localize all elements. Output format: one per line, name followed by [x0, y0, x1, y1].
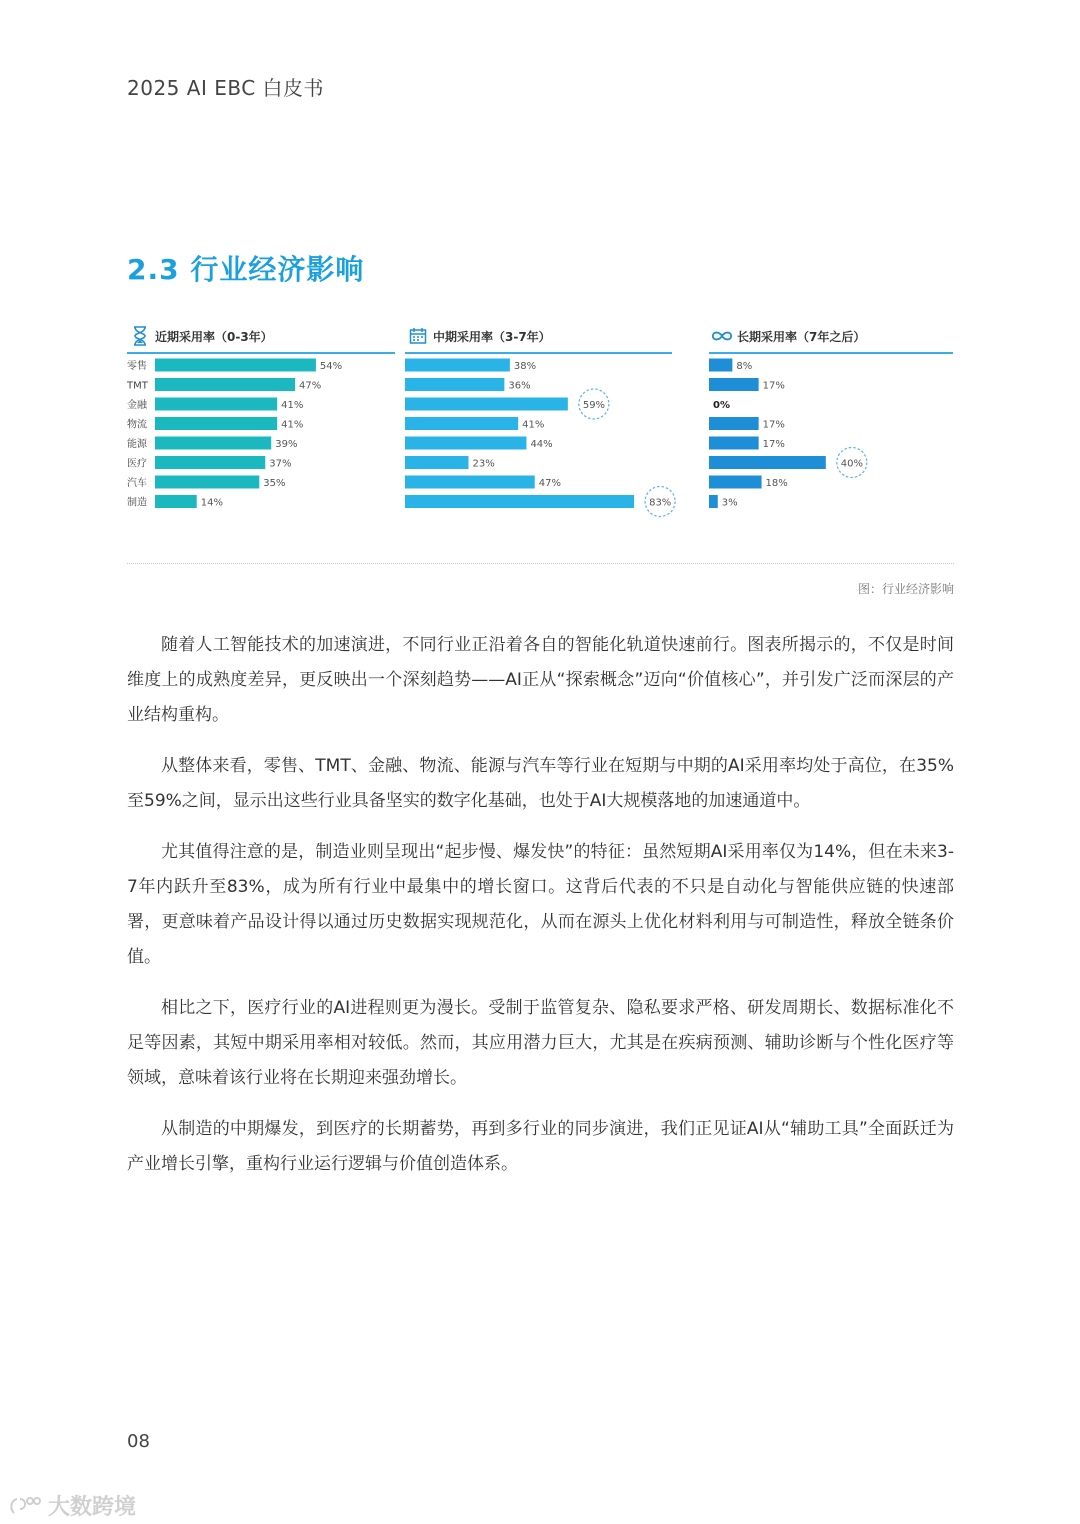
- bar-value-label: 18%: [765, 478, 788, 489]
- category-label: 金融: [127, 400, 147, 411]
- bar: [405, 378, 504, 391]
- bar: [709, 359, 732, 372]
- document-title: 2025 AI EBC 白皮书: [127, 76, 325, 100]
- bar: [405, 359, 510, 372]
- bar-value-label: 44%: [530, 439, 553, 450]
- category-label: 制造: [127, 497, 147, 509]
- bar-value-label: 35%: [263, 478, 286, 489]
- category-label: 物流: [127, 419, 147, 431]
- chart-title: 近期采用率（0-3年）: [155, 330, 273, 344]
- paragraph: 从制造的中期爆发，到医疗的长期蓄势，再到多行业的同步演进，我们正见证AI从“辅助工具”全面跃迁为产业增长引擎，重构行业运行逻辑与价值创造体系。: [127, 1119, 954, 1174]
- bar: [405, 417, 518, 430]
- page-number: 08: [127, 1431, 150, 1452]
- chart-near-term: [127, 322, 395, 509]
- bar-value-label: 37%: [269, 458, 292, 470]
- bar: [155, 417, 277, 430]
- category-label: TMT: [127, 380, 148, 392]
- bar-value-label: 47%: [299, 380, 322, 392]
- hourglass-icon: [129, 326, 151, 346]
- category-label: 医疗: [127, 458, 147, 470]
- bar-value-label: 38%: [513, 361, 537, 372]
- bar-value-label: 39%: [275, 439, 298, 450]
- chart-header: [405, 322, 672, 354]
- bar-value-label: 41%: [522, 419, 545, 431]
- bar: [709, 495, 718, 508]
- calendar-icon: [407, 326, 429, 346]
- chart-header: [709, 322, 953, 354]
- category-label: 能源: [127, 439, 147, 450]
- paragraph: 随着人工智能技术的加速演进，不同行业正沿着各自的智能化轨道快速前行。图表所揭示的，不仅是时间维度上的成熟度差异，更反映出一个深刻趋势——AI正从“探索概念”迈向“价值核心”，并引发广泛而深层的产业结构重构。: [127, 635, 954, 725]
- chart-title: 长期采用率（7年之后）: [737, 330, 866, 344]
- watermark-logo-icon: [8, 1493, 42, 1519]
- bar-value-label: 23%: [472, 458, 495, 470]
- bar: [405, 437, 526, 450]
- category-label: 汽车: [127, 478, 147, 489]
- bar: [709, 417, 759, 430]
- chart-long-term: [709, 322, 953, 509]
- chart-plot-long-term: [709, 356, 953, 516]
- bar: [155, 456, 265, 469]
- chart-title: 中期采用率（3-7年）: [433, 330, 551, 344]
- bar-value-label: 59%: [582, 400, 606, 411]
- bar-value-label: 0%: [713, 400, 730, 411]
- bar: [155, 495, 197, 508]
- bar: [709, 476, 762, 489]
- bar: [155, 378, 295, 391]
- chart-plot-near-term: [127, 356, 395, 516]
- bar: [709, 456, 826, 469]
- chart-mid-term: [405, 322, 672, 509]
- bar: [155, 359, 316, 372]
- bar: [405, 476, 535, 489]
- bar-value-label: 17%: [762, 419, 785, 431]
- bar-value-label: 36%: [508, 380, 531, 392]
- watermark: [8, 1490, 136, 1521]
- bar-value-label: 83%: [649, 497, 672, 509]
- watermark-text: 大数跨境: [48, 1495, 137, 1520]
- bar-value-label: 54%: [319, 361, 343, 372]
- paragraph: 尤其值得注意的是，制造业则呈现出“起步慢、爆发快”的特征：虽然短期AI采用率仅为14%，但在未来3-7年内跃升至83%，成为所有行业中最集中的增长窗口。这背后代表的不只是自动化与智能供应链的快速部署，更意味着产品设计得以通过历史数据实现规范化，从而在源头上优化材料利用与可制造性，释放全链条价值。: [127, 842, 954, 967]
- figure-caption: 图：行业经济影响: [857, 582, 954, 596]
- bar: [405, 398, 568, 411]
- bar-value-label: 47%: [538, 478, 561, 489]
- bar-value-label: 3%: [721, 497, 738, 509]
- bar-value-label: 40%: [840, 458, 864, 470]
- paragraph: 从整体来看，零售、TMT、金融、物流、能源与汽车等行业在短期与中期的AI采用率均处于高位，在35%至59%之间，显示出这些行业具备坚实的数字化基础，也处于AI大规模落地的加速通道中。: [127, 756, 954, 811]
- bar: [405, 495, 634, 508]
- chart-header: [127, 322, 395, 354]
- infinity-icon: [711, 326, 733, 346]
- bar: [709, 437, 759, 450]
- bar-value-label: 41%: [281, 419, 304, 431]
- chart-plot-mid-term: [405, 356, 672, 516]
- bar-value-label: 17%: [762, 380, 785, 392]
- bar: [155, 437, 271, 450]
- figure-divider: [127, 563, 954, 564]
- bar-value-label: 14%: [200, 497, 223, 509]
- bar-value-label: 41%: [281, 400, 304, 411]
- bar: [155, 476, 259, 489]
- bar: [155, 398, 277, 411]
- paragraph: 相比之下，医疗行业的AI进程则更为漫长。受制于监管复杂、隐私要求严格、研发周期长、数据标准化不足等因素，其短中期采用率相对较低。然而，其应用潜力巨大，尤其是在疾病预测、辅助诊断与个性化医疗等领域，意味着该行业将在长期迎来强劲增长。: [127, 998, 954, 1088]
- bar: [405, 456, 468, 469]
- section-title: 2.3 行业经济影响: [127, 253, 365, 286]
- category-label: 零售: [127, 361, 147, 372]
- bar: [709, 378, 759, 391]
- body-text: [127, 628, 954, 1198]
- bar-value-label: 17%: [762, 439, 785, 450]
- bar-value-label: 8%: [736, 361, 753, 372]
